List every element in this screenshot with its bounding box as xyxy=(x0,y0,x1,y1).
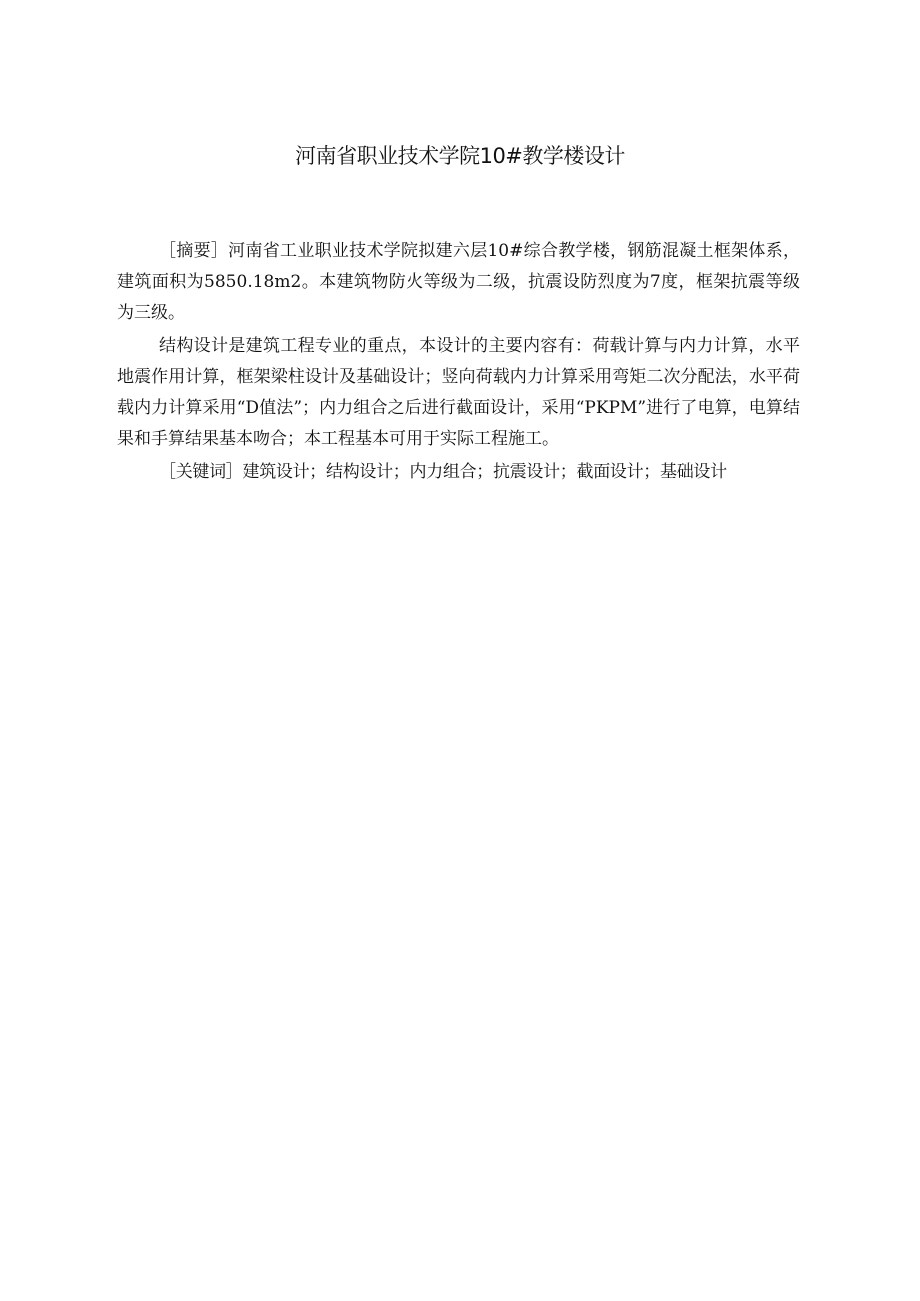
keywords-paragraph: ［关键词］建筑设计；结构设计；内力组合；抗震设计；截面设计；基础设计 xyxy=(159,462,727,482)
abstract-paragraph: ［摘要］河南省工业职业技术学院拟建六层10#综合教学楼，钢筋混凝土框架体系，建筑面积为5850.18m2。本建筑物防火等级为二级，抗震设防烈度为7度，框架抗震等级为三级。 xyxy=(117,241,800,323)
document-body xyxy=(117,236,800,490)
design-summary-paragraph: 结构设计是建筑工程专业的重点，本设计的主要内容有：荷载计算与内力计算，水平地震作用计算，框架梁柱设计及基础设计；竖向荷载内力计算采用弯矩二次分配法，水平荷载内力计算采用“D值法”；内力组合之后进行截面设计，采用“PKPM”进行了电算，电算结果和手算结果基本吻合；本工程基本可用于实际工程施工。 xyxy=(117,336,800,449)
document-title: 河南省职业技术学院10#教学楼设计 xyxy=(295,144,625,168)
